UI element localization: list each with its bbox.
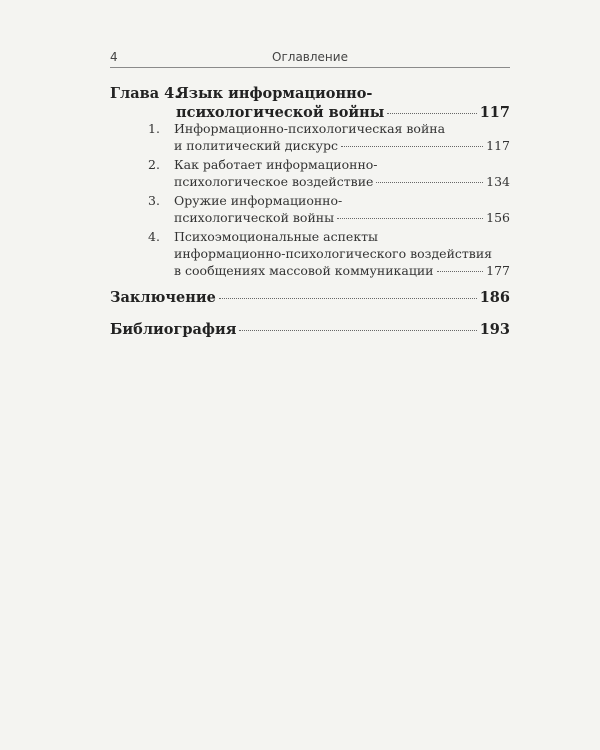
dot-leader bbox=[219, 298, 477, 299]
running-header bbox=[110, 47, 510, 68]
dot-leader bbox=[239, 330, 476, 331]
toc-subsection-1[interactable] bbox=[148, 120, 510, 154]
subsection-title-line: информационно-психологического воздействия bbox=[174, 246, 493, 261]
conclusion-title: Заключение bbox=[110, 289, 216, 306]
toc-subsection-3[interactable] bbox=[148, 192, 510, 226]
chapter-label: Глава 4. bbox=[110, 85, 180, 102]
toc-subsection-4[interactable] bbox=[148, 228, 510, 279]
subsection-title-line: и политический дискурс bbox=[174, 138, 338, 153]
dot-leader bbox=[376, 182, 483, 183]
page-number: 4 bbox=[110, 50, 118, 64]
subsection-number: 2. bbox=[148, 157, 160, 172]
toc-bibliography[interactable] bbox=[110, 320, 510, 339]
subsection-title-line: в сообщениях массовой коммуникации bbox=[174, 263, 434, 278]
subsection-title-line: психологическое воздействие bbox=[174, 174, 374, 189]
bibliography-title: Библиография bbox=[110, 321, 237, 338]
subsection-title-line: Психоэмоциональные аспекты bbox=[174, 229, 378, 244]
chapter-title-line1: Язык информационно- bbox=[176, 85, 373, 102]
subsection-page: 156 bbox=[486, 210, 510, 225]
subsection-page: 134 bbox=[486, 174, 510, 189]
subsection-title-line: Как работает информационно- bbox=[174, 157, 378, 172]
subsection-number: 4. bbox=[148, 229, 160, 244]
subsection-title-line: Информационно-психологическая война bbox=[174, 121, 446, 136]
toc-conclusion[interactable] bbox=[110, 288, 510, 307]
dot-leader bbox=[337, 218, 483, 219]
chapter-title-line2: психологической войны bbox=[176, 104, 385, 121]
subsection-page: 117 bbox=[486, 138, 510, 153]
conclusion-page: 186 bbox=[479, 289, 510, 306]
subsection-page: 177 bbox=[486, 263, 510, 278]
subsection-title-line: Оружие информационно- bbox=[174, 193, 343, 208]
toc-subsection-2[interactable] bbox=[148, 156, 510, 190]
subsection-title-line: психологической войны bbox=[174, 210, 335, 225]
toc-chapter-4[interactable] bbox=[110, 84, 510, 122]
dot-leader bbox=[387, 113, 476, 114]
dot-leader bbox=[341, 146, 483, 147]
dot-leader bbox=[437, 271, 484, 272]
subsection-number: 1. bbox=[148, 121, 160, 136]
subsection-number: 3. bbox=[148, 193, 160, 208]
bibliography-page: 193 bbox=[479, 321, 510, 338]
chapter-page: 117 bbox=[479, 104, 510, 121]
running-title: Оглавление bbox=[272, 50, 348, 64]
